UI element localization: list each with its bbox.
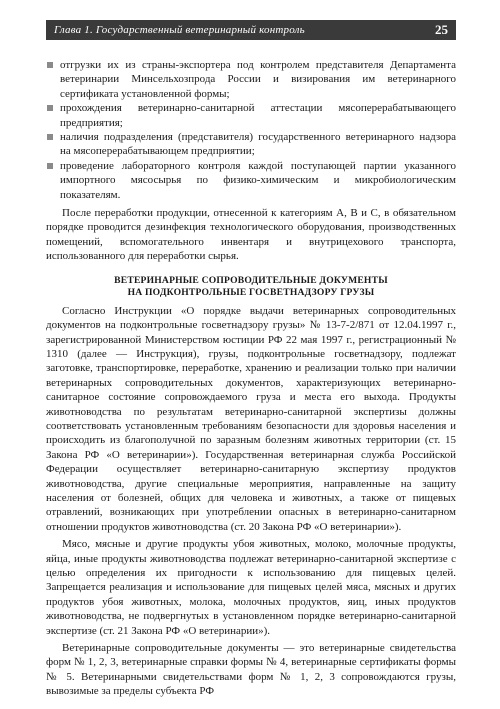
list-item — [46, 58, 456, 101]
page-content — [46, 58, 456, 699]
body-paragraph: Ветеринарные сопроводительные документы — это ветеринарные свидетельства форм № 1, 2, 3, ветеринарные справки формы № 4, ветеринарные сертификаты формы № 5. Ветеринарными свидетельствами форм № 1, 2, 3 сопровождаются грузы, вывозимые за пределы субъекта РФ — [46, 642, 456, 698]
body-paragraph: Согласно Инструкции «О порядке выдачи ветеринарных сопроводительных документов на подконтрольные госветнадзору грузы» № 13-7-2/871 от 12.04.1997 г., зарегистрированной Министерством юстиции РФ 22 мая 1997 г., регистрационный № 1310 (далее — Инструкция), грузы, подконтрольные госветнадзору, подлежат заготовке, транспортировке, переработке, хранению и реализации только при наличии ветеринарных сопроводительных документов, характеризующих ветеринарно-санитарное состояние сопровождаемого груза и места его выхода. Продукты животноводства по результатам ветеринарно-санитарной экспертизы должны соответствовать установленным требованиям безопасности для здоровья населения и происходить из благополучной по заразным болезням животных территории (ст. 15 Закона РФ «О ветеринарии»). Государственная ветеринарная служба Российской Федерации осуществляет ветеринарно-санитарную экспертизу продуктов животноводства, другие специальные мероприятия, направленные на защиту населения от болезней, общих для человека и животных, а также от пищевых отравлений, возникающих при употреблении опасных в ветеринарно-санитарном отношении продуктов животноводства (ст. 20 Закона РФ «О ветеринарии»). — [46, 304, 456, 533]
page-number: 25 — [435, 22, 448, 37]
list-item-text: отгрузки их из страны-экспортера под контролем представителя Департамента ветеринарии Минсельхозпрода России и визирования им ветеринарного сертификата установленной формы; — [60, 59, 456, 100]
list-item-text: проведение лабораторного контроля каждой поступающей партии указанного импортного мясосырья по физико-химическим и микробиологическим показателям. — [60, 159, 456, 201]
square-bullet-icon — [47, 134, 53, 140]
disinfection-paragraph: После переработки продукции, отнесенной к категориям А, В и С, в обязательном порядке проводится дезинфекция технологического оборудования, производственных помещений, вспомогательного инвентаря и внутрицехового транспорта, использованного для переработки сырья. — [46, 207, 456, 263]
running-header — [46, 20, 456, 40]
running-title: Глава 1. Государственный ветеринарный контроль — [54, 24, 305, 36]
square-bullet-icon — [47, 62, 53, 68]
section-heading-line-1: ВЕТЕРИНАРНЫЕ СОПРОВОДИТЕЛЬНЫЕ ДОКУМЕНТЫ — [114, 274, 388, 286]
section-heading-line-2: НА ПОДКОНТРОЛЬНЫЕ ГОСВЕТНАДЗОРУ ГРУЗЫ — [127, 286, 375, 298]
list-item-text: наличия подразделения (представителя) государственного ветеринарного надзора на мясоперерабатывающем предприятии; — [60, 131, 456, 158]
bullet-list — [46, 58, 456, 202]
list-item — [46, 159, 456, 202]
list-item — [46, 101, 456, 130]
list-item — [46, 130, 456, 159]
square-bullet-icon — [47, 105, 53, 111]
section-heading — [46, 275, 456, 299]
body-paragraph: Мясо, мясные и другие продукты убоя животных, молоко, молочные продукты, яйца, иные продукты животноводства подлежат ветеринарно-санитарной экспертизе с целью определения их пригодности к использованию для пищевых целей. Запрещается реализация и использование для пищевых целей мяса, мясных и других продуктов убоя животных, молока, молочных продуктов, яиц, иных продуктов животноводства, не подвергнутых в установленном порядке ветеринарно-санитарной экспертизе (ст. 21 Закона РФ «О ветеринарии»). — [46, 538, 456, 637]
list-item-text: прохождения ветеринарно-санитарной аттестации мясоперерабатывающего предприятия; — [60, 102, 456, 129]
square-bullet-icon — [47, 163, 53, 169]
